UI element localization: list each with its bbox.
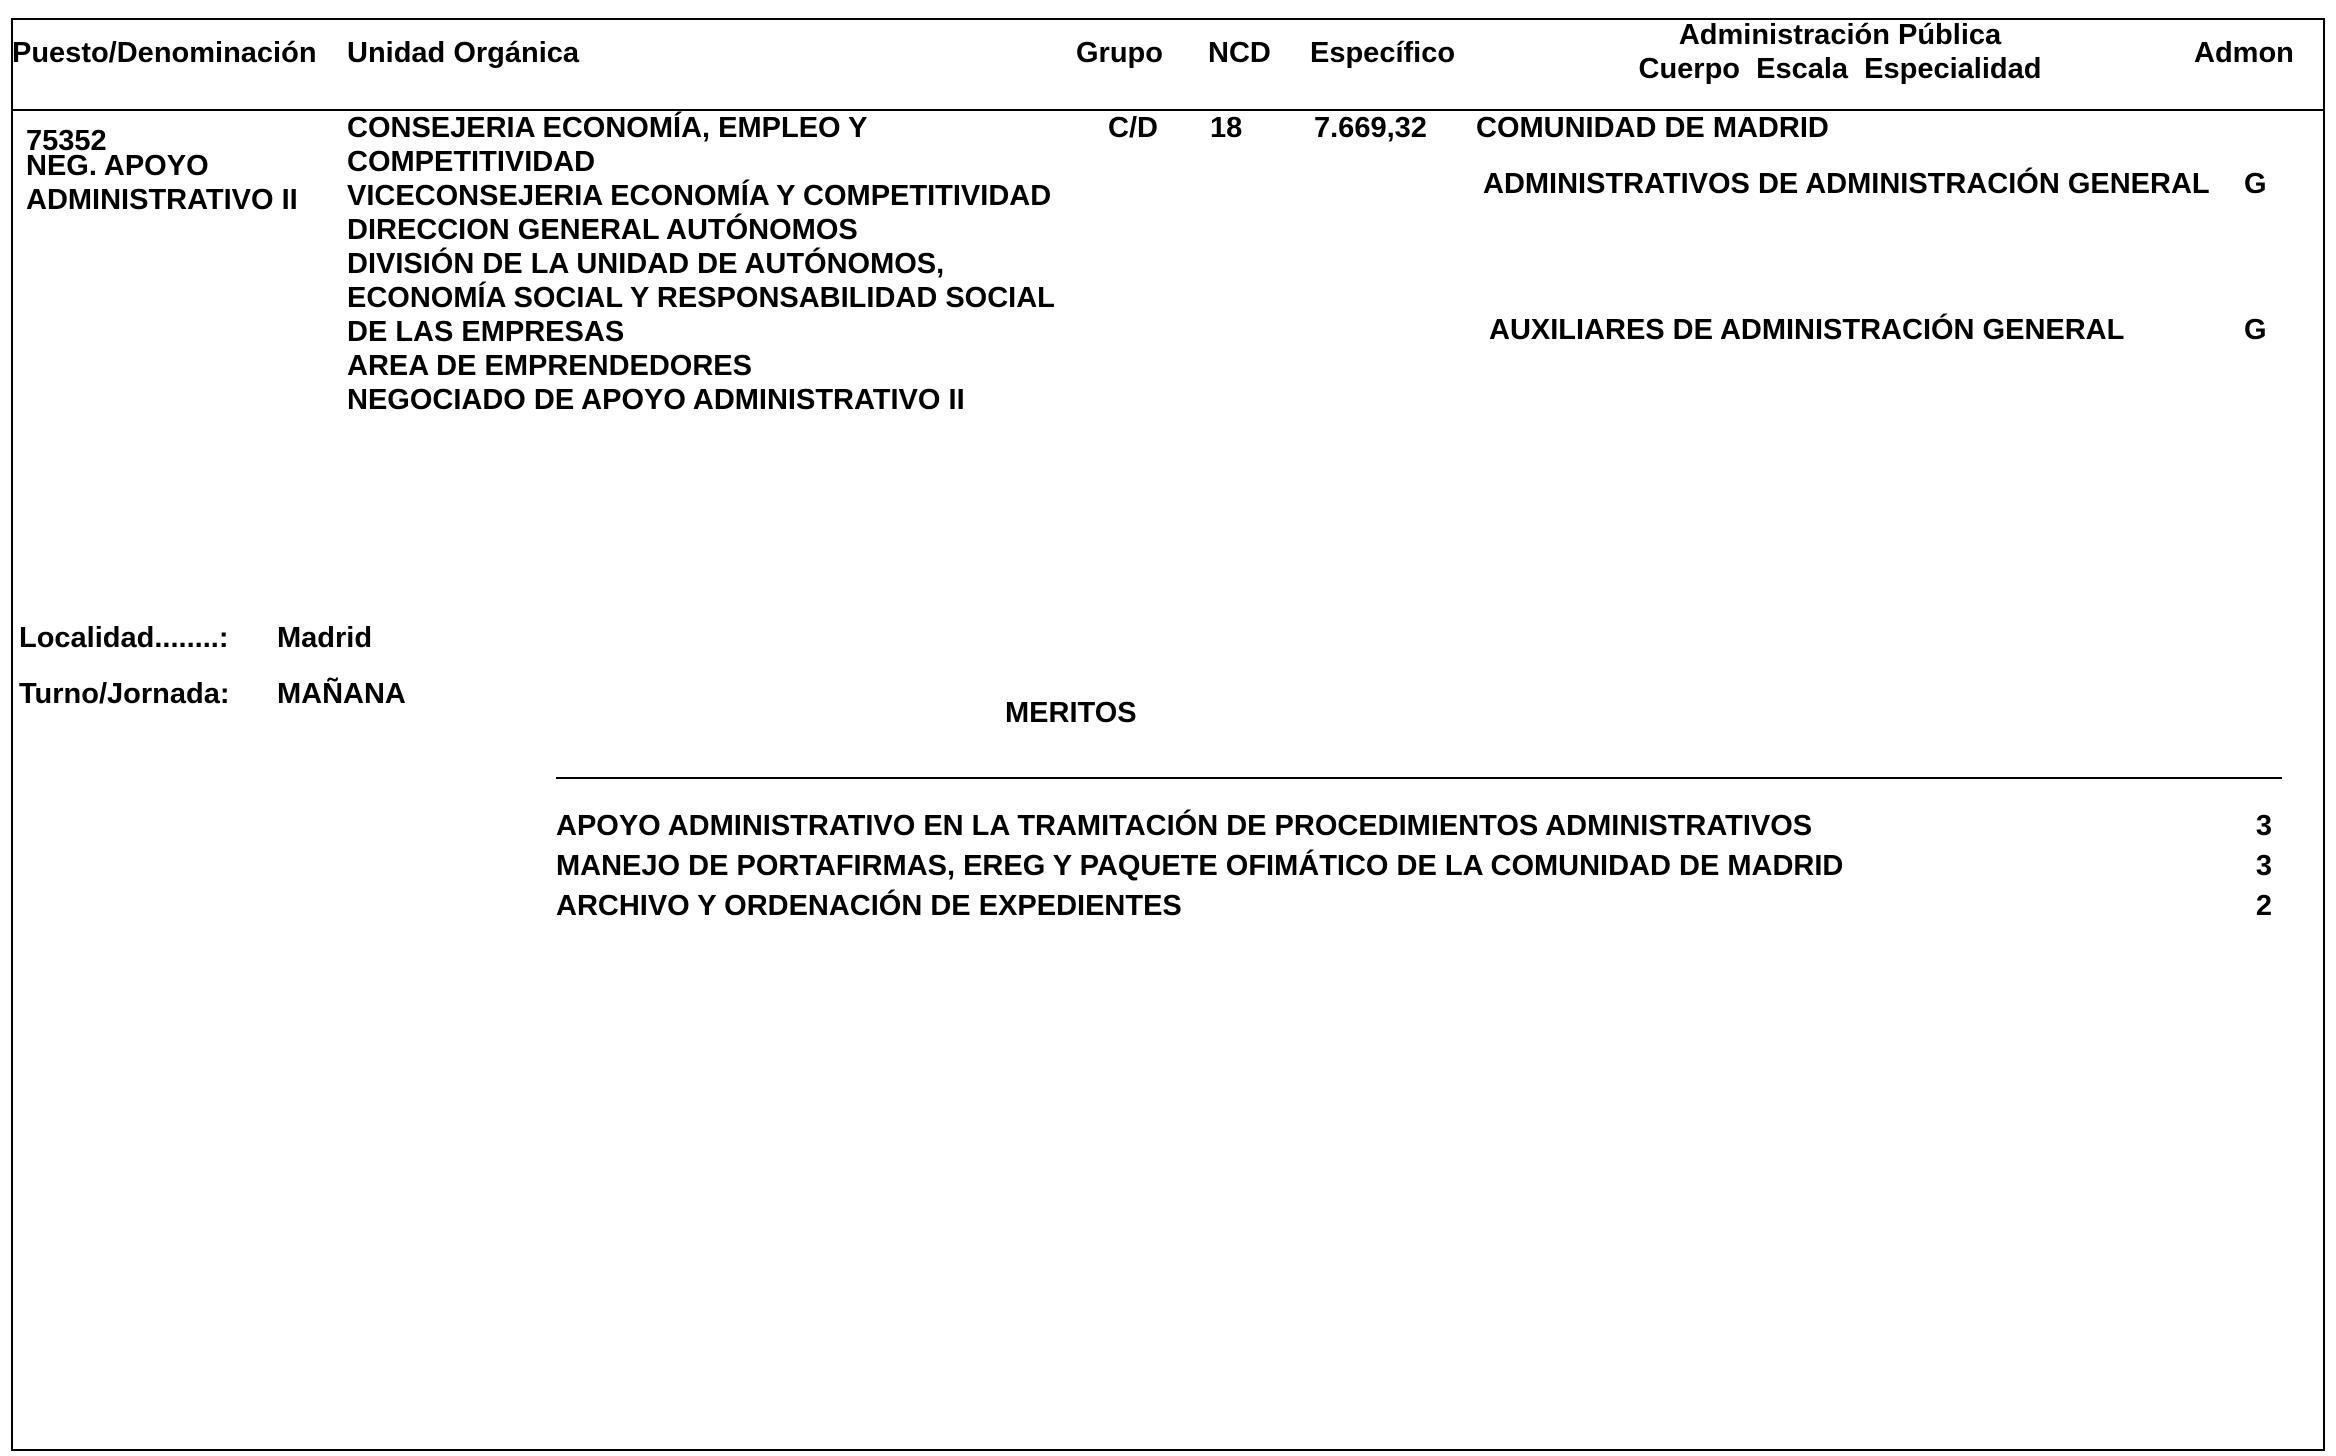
unidad-line: DE LAS EMPRESAS	[347, 316, 625, 348]
meritos-divider	[556, 777, 2282, 779]
cuerpo-name: AUXILIARES DE ADMINISTRACIÓN GENERAL	[1489, 314, 2125, 346]
administracion-entity: COMUNIDAD DE MADRID	[1476, 112, 1829, 144]
header-grupo: Grupo	[1076, 37, 1163, 69]
merito-score: 3	[2255, 850, 2272, 882]
merito-score: 3	[2255, 810, 2272, 842]
merito-score: 2	[2255, 890, 2272, 922]
merito-row	[556, 886, 2282, 926]
merito-row	[556, 806, 2282, 846]
unidad-line: DIRECCION GENERAL AUTÓNOMOS	[347, 214, 858, 246]
unidad-line: DIVISIÓN DE LA UNIDAD DE AUTÓNOMOS,	[347, 248, 945, 280]
header-administracion-publica: Administración Pública	[1678, 19, 2002, 51]
unidad-line: CONSEJERIA ECONOMÍA, EMPLEO Y	[347, 112, 868, 144]
localidad-label: Localidad........:	[19, 622, 229, 654]
unidad-line: ECONOMÍA SOCIAL Y RESPONSABILIDAD SOCIAL	[347, 282, 1055, 314]
merito-text: APOYO ADMINISTRATIVO EN LA TRAMITACIÓN DE PROCEDIMIENTOS ADMINISTRATIVOS	[556, 810, 1813, 842]
header-admon: Admon	[2194, 37, 2294, 69]
cuerpo-admon: G	[2244, 168, 2267, 200]
puesto-denominacion	[26, 149, 298, 217]
header-cuerpo-escala-especialidad: Cuerpo Escala Especialidad	[1638, 53, 2042, 85]
header-puesto-denominacion: Puesto/Denominación	[12, 37, 317, 69]
grupo-value: C/D	[1108, 112, 1158, 144]
header-ncd: NCD	[1208, 37, 1271, 69]
turno-label: Turno/Jornada:	[19, 678, 230, 710]
puesto-name-line: NEG. APOYO	[26, 150, 209, 182]
unidad-line: NEGOCIADO DE APOYO ADMINISTRATIVO II	[347, 384, 965, 416]
puesto-code: 75352	[26, 125, 107, 157]
merito-text: ARCHIVO Y ORDENACIÓN DE EXPEDIENTES	[556, 890, 1182, 922]
cuerpo-admon: G	[2244, 314, 2267, 346]
unidad-line: VICECONSEJERIA ECONOMÍA Y COMPETITIVIDAD	[347, 180, 1052, 212]
unidad-organica	[347, 111, 1055, 417]
header-especifico: Específico	[1310, 37, 1456, 69]
unidad-line: AREA DE EMPRENDEDORES	[347, 350, 752, 382]
ncd-value: 18	[1210, 112, 1243, 144]
merito-row	[556, 846, 2282, 886]
unidad-line: COMPETITIVIDAD	[347, 146, 596, 178]
especifico-value: 7.669,32	[1314, 112, 1427, 144]
localidad-value: Madrid	[277, 622, 373, 654]
header-unidad-organica: Unidad Orgánica	[347, 37, 580, 69]
merito-text: MANEJO DE PORTAFIRMAS, EREG Y PAQUETE OFIMÁTICO DE LA COMUNIDAD DE MADRID	[556, 850, 1844, 882]
turno-value: MAÑANA	[277, 678, 406, 710]
meritos-title: MERITOS	[1005, 697, 1137, 729]
cuerpo-name: ADMINISTRATIVOS DE ADMINISTRACIÓN GENERAL	[1483, 168, 2210, 200]
puesto-name-line: ADMINISTRATIVO II	[26, 184, 298, 216]
